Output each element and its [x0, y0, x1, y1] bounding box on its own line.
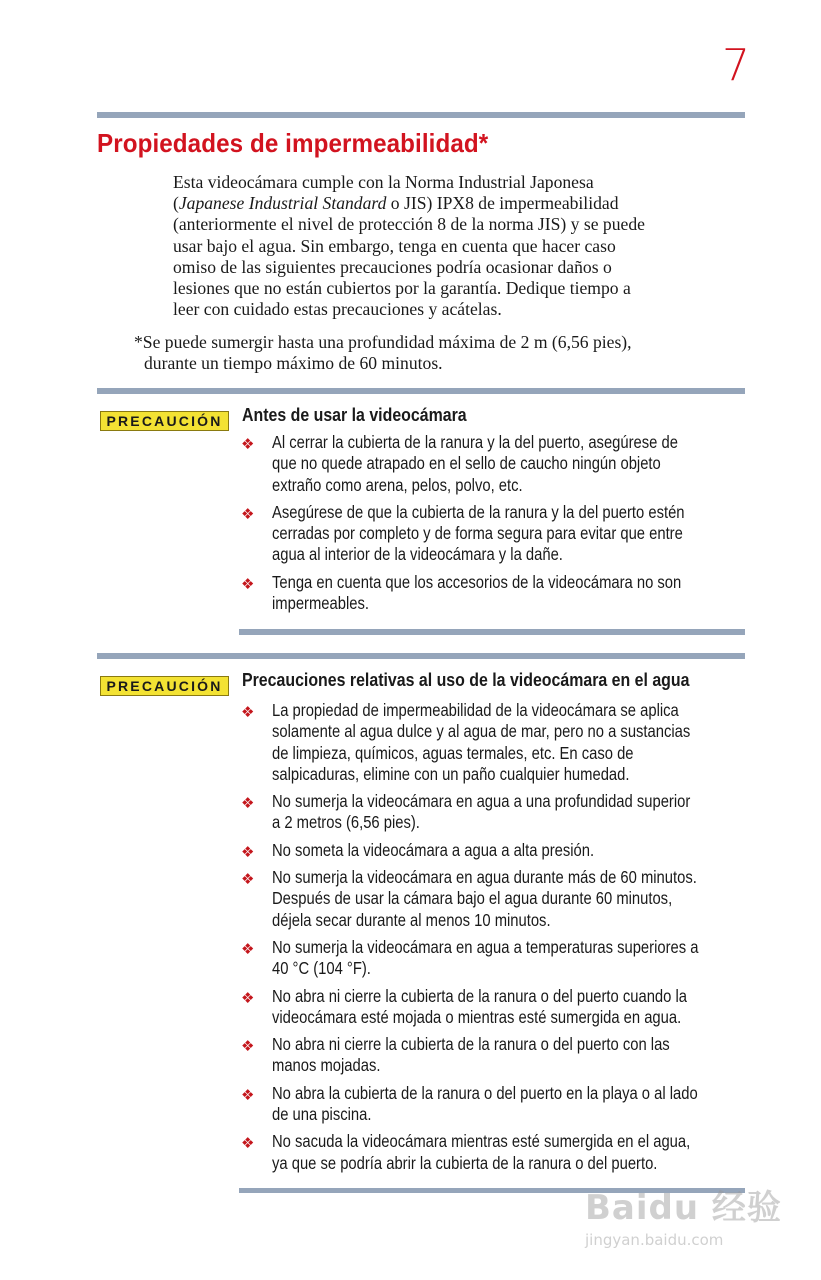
page-number: 7	[722, 40, 750, 91]
italic-term: Japanese Industrial Standard	[178, 193, 387, 214]
intro-line: lesiones que no están cubiertos por la garantía. Dedique tiempo a	[173, 278, 631, 299]
watermark	[585, 1180, 782, 1249]
bullet-line: No someta la videocámara a agua a alta presión.	[272, 839, 595, 860]
intro-line: Esta videocámara cumple con la Norma Industrial Japonesa	[173, 172, 594, 192]
section-title: Propiedades de impermeabilidad*	[97, 128, 489, 158]
diamond-bullet-icon: ❖	[241, 1134, 255, 1153]
bullet-line: salpicaduras, elimine con un paño cualquier humedad.	[272, 763, 630, 784]
caution1-bullet-list	[241, 432, 757, 614]
top-rule	[97, 112, 745, 118]
list-item	[241, 700, 774, 785]
list-item	[241, 986, 774, 1029]
bullet-line: agua al interior de la videocámara y la dañe.	[272, 544, 563, 565]
bullet-line: a 2 metros (6,56 pies).	[272, 812, 420, 833]
list-item	[241, 432, 757, 496]
bullet-line: Después de usar la cámara bajo el agua durante 60 minutos,	[272, 888, 673, 909]
bullet-line: cerradas por completo y de forma segura para evitar que entre	[272, 523, 683, 544]
footnote	[134, 332, 754, 374]
list-item	[241, 1034, 774, 1077]
bullet-line: ya que se podría abrir la cubierta de la ranura o del puerto.	[272, 1152, 658, 1173]
bullet-line: 40 °C (104 °F).	[272, 958, 371, 979]
caution2-heading: Precauciones relativas al uso de la videocámara en el agua	[242, 669, 690, 690]
intro-line: leer con cuidado estas precauciones y acátelas.	[173, 299, 502, 320]
caution2-top-rule	[97, 653, 745, 659]
bullet-line: déjela secar durante al menos 10 minutos.	[272, 909, 551, 930]
list-item	[241, 1083, 774, 1126]
footnote-line: *Se puede sumergir hasta una profundidad máxima de 2 m (6,56 pies),	[134, 332, 632, 352]
list-item	[241, 572, 757, 615]
list-item	[241, 937, 774, 980]
watermark-url: jingyan.baidu.com	[585, 1231, 724, 1249]
diamond-bullet-icon: ❖	[241, 504, 255, 523]
diamond-bullet-icon: ❖	[241, 988, 255, 1007]
diamond-bullet-icon: ❖	[241, 435, 255, 453]
bullet-line: No abra la cubierta de la ranura o del puerto en la playa o al lado	[272, 1082, 698, 1103]
bullet-line: que no quede atrapado en el sello de caucho ningún objeto	[272, 453, 661, 474]
bullet-line: solamente al agua dulce y al agua de mar, pero no a sustancias	[272, 721, 691, 742]
diamond-bullet-icon: ❖	[241, 574, 255, 593]
caution1-bottom-rule	[239, 629, 745, 635]
list-item	[241, 791, 774, 834]
bullet-line: videocámara esté mojada o mientras esté sumergida en agua.	[272, 1006, 682, 1027]
bullet-line: de una piscina.	[272, 1104, 372, 1125]
bullet-line: No sacuda la videocámara mientras esté sumergida en el agua,	[272, 1131, 691, 1152]
bullet-line: Al cerrar la cubierta de la ranura y la del puerto, asegúrese de	[272, 432, 678, 452]
diamond-bullet-icon: ❖	[241, 1085, 255, 1104]
intro-line: usar bajo el agua. Sin embargo, tenga en cuenta que hacer caso	[173, 235, 616, 256]
caution1-heading: Antes de usar la videocámara	[242, 404, 467, 425]
bullet-line: manos mojadas.	[272, 1055, 381, 1076]
diamond-bullet-icon: ❖	[241, 842, 255, 861]
diamond-bullet-icon: ❖	[241, 939, 255, 958]
bullet-line: No sumerja la videocámara en agua durante más de 60 minutos.	[272, 867, 697, 888]
bullet-line: No sumerja la videocámara en agua a una profundidad superior	[272, 791, 691, 812]
intro-paragraph	[173, 172, 748, 320]
diamond-bullet-icon: ❖	[241, 794, 255, 813]
caution-badge: PRECAUCIÓN	[100, 676, 229, 696]
bullet-line: No sumerja la videocámara en agua a temperaturas superiores a	[272, 936, 699, 957]
diamond-bullet-icon: ❖	[241, 703, 255, 721]
diamond-bullet-icon: ❖	[241, 870, 255, 889]
bullet-line: de limpieza, químicos, aguas termales, etc. En caso de	[272, 742, 634, 763]
bullet-line: La propiedad de impermeabilidad de la videocámara se aplica	[272, 700, 679, 720]
bullet-line: No abra ni cierre la cubierta de la ranura o del puerto cuando la	[272, 985, 687, 1006]
list-item	[241, 502, 757, 566]
caution2-bullet-list	[241, 700, 774, 1174]
caution1-top-rule	[97, 388, 745, 394]
bullet-line: extraño como arena, pelos, polvo, etc.	[272, 474, 523, 495]
diamond-bullet-icon: ❖	[241, 1037, 255, 1056]
footnote-line: durante un tiempo máximo de 60 minutos.	[144, 353, 443, 374]
intro-line: (anteriormente el nivel de protección 8 de la norma JIS) y se puede	[173, 214, 645, 235]
bullet-line: Asegúrese de que la cubierta de la ranura y la del puerto estén	[272, 501, 685, 522]
watermark-logo: Baidu 经验	[585, 1188, 782, 1228]
list-item	[241, 840, 774, 861]
list-item	[241, 867, 774, 931]
list-item	[241, 1131, 774, 1174]
bullet-line: impermeables.	[272, 593, 369, 614]
intro-line: omiso de las siguientes precauciones podría ocasionar daños o	[173, 256, 612, 277]
intro-line-with-italic: (Japanese Industrial Standard o JIS) IPX8 de impermeabilidad	[173, 193, 619, 214]
bullet-line: No abra ni cierre la cubierta de la ranura o del puerto con las	[272, 1034, 670, 1055]
bullet-line: Tenga en cuenta que los accesorios de la videocámara no son	[272, 571, 682, 592]
caution-badge: PRECAUCIÓN	[100, 411, 229, 431]
